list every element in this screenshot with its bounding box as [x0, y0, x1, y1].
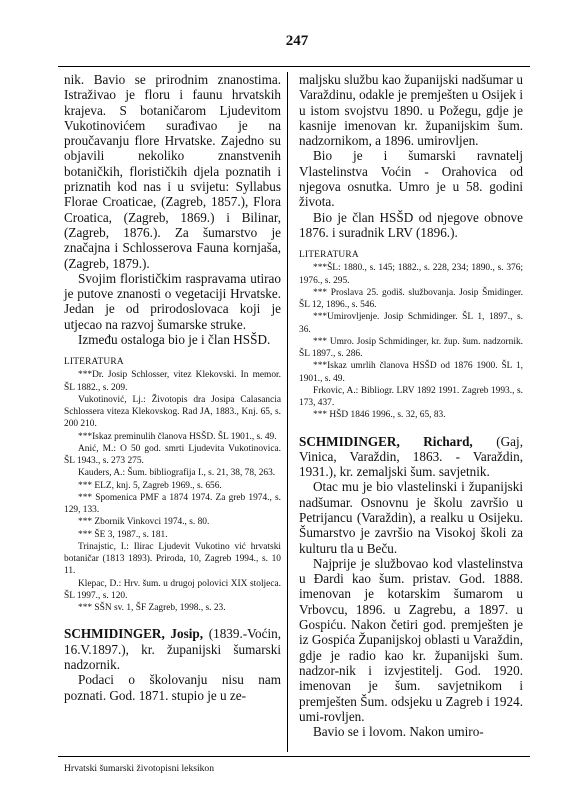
entry-header	[64, 626, 281, 672]
literature-item: ***ŠL: 1880., s. 145; 1882., s. 228, 234; 1890., s. 376; 1976., s. 295.	[299, 263, 523, 286]
literature-item: ***Iskaz preminulih članova HSŠD. ŠL 1901., s. 49.	[78, 431, 277, 442]
literature-item: Frkovic, A.: Bibliogr. LRV 1892 1991. Zagreb 1993., s. 173, 437.	[299, 385, 523, 409]
literature-item: Anić, M.: O 50 god. smrti Ljudevita Vukotinovica. ŠL 1943., s. 273 275.	[64, 443, 281, 467]
literature-item: *** Zbornik Vinkovci 1974., s. 80.	[78, 517, 210, 528]
footer-rule	[58, 756, 530, 757]
literature-heading: LITERATURA	[64, 357, 124, 368]
right-column	[299, 72, 523, 739]
entry-details: (Gaj, Vinica, Varaždin, 1863. - Varaždin, 1931.), kr. zemaljski šum. savjetnik.	[299, 433, 523, 480]
literature-item: Kauders, A.: Šum. bibliografija I., s. 21, 38, 78, 263.	[78, 468, 276, 479]
literature-item: *** ŠE 3, 1987., s. 181.	[78, 529, 168, 540]
literature-item: Klepac, D.: Hrv. šum. u drugoj polovici XIX stoljeca. ŠL 1997., s. 120.	[64, 578, 281, 601]
literature-item: ***Iskaz umrlih članova HSŠD od 1876 1900. ŠL 1, 1901., s. 49.	[299, 361, 523, 384]
literature-item: *** ELZ, knj. 5, Zagreb 1969., s. 656.	[78, 480, 222, 491]
body-paragraph: Bio je i šumarski ravnatelj Vlastelinstva Voćin - Orahovica od njegova osnutka. Umro je u 58. godini života.	[299, 148, 523, 210]
left-column	[64, 72, 281, 703]
literature-heading: LITERATURA	[299, 250, 359, 261]
literature-item: Trinajstic, I.: Ilirac Ljudevit Vukotino vić hrvatski botaničar (1813 1893). Priroda, 10, Zagreb 1994., s. 10 11.	[64, 541, 281, 577]
entry-header	[299, 434, 523, 480]
body-paragraph: maljsku službu kao županijski nadšumar u Varaždinu, odakle je premješten u Osijek i u istom svojstvu 1890. u Požegu, gdje je kasnije imenovan kr. županijskim šum. nadzornikom, a 1896. umirovljen.	[299, 72, 523, 149]
literature-item: ***Dr. Josip Schlosser, vitez Klekovski. In memor. ŠL 1882., s. 209.	[64, 370, 281, 393]
body-paragraph: Bio je član HSŠD od njegove obnove 1876. i suradnik LRV (1896.).	[299, 209, 523, 240]
body-paragraph: Svojim florističkim raspravama utirao je putove znanosti o vegetaciji Hrvatske. Jedan je od prirodoslovaca koji je utjecao na razvoj šumarske struke.	[64, 270, 281, 332]
page-number: 247	[285, 33, 309, 49]
literature-item: Vukotinović, Lj.: Životopis dra Josipa Calasancia Schlossera viteza Klekovskog. Rad JA, 1883., Knj. 65, s. 200 210.	[64, 394, 281, 430]
body-paragraph: Otac mu je bio vlastelinski i županijski nadšumar. Osnovnu je školu završio u Petrijancu (Varaždin), a realku u Osijeku. Šumarstvo je završio na Visokoj školi za kulturu tla u Beču.	[299, 479, 523, 556]
literature-item: ***Umirovljenje. Josip Schmidinger. ŠL 1, 1897., s. 36.	[299, 312, 523, 335]
body-paragraph: Bavio se i lovom. Nakon umiro-	[313, 724, 484, 740]
entry-details: (1839.-Voćin, 16.V.1897.), kr. županijski šumarski nadzornik.	[64, 626, 281, 672]
footer-text: Hrvatski šumarski životopisni leksikon	[64, 763, 215, 774]
body-paragraph: nik. Bavio se prirodnim znanostima. Istraživao je floru i faunu hrvatskih krajeva. S botaničarom Ljudevitom Vukotinovićem surađivao je na proučavanju flore Hrvatske. Zajedno su objavili nekoliko znanstvenih botaničkih, florističkih djela poznatih i priznatih kod nas i u svijetu: Syllabus Florae Croaticae, (Zagreb, 1857.), Flora Croatica, (Zagreb, 1869.) i Bilinar, (Zagreb, 1876.). Za šumarstvo je značajna i Schlosserova Fauna kornjaša, (Zagreb, 1879.).	[64, 72, 281, 271]
body-paragraph: Podaci o školovanju nisu nam poznati. God. 1871. stupio je u ze-	[64, 672, 281, 703]
column-divider	[287, 72, 288, 752]
literature-item: *** HŠD 1846 1996., s. 32, 65, 83.	[313, 410, 446, 421]
header-rule	[58, 66, 530, 67]
body-paragraph: Najprije je službovao kod vlastelinstva u Đardi kao šum. pristav. God. 1888. imenovan je kotarskim šumarom u Vrbovcu, 1896. u Zagrebu, a 1897. u Gospiću. Nakon četiri god. premješten je iz Gospića Županijskoj oblasti u Varaždin, gdje je radio kao kr. županijski šum. nadzor-nik i izvjestitelj. God. 1920. imenovan je šum. savjetnikom i premješten Šum. odsjeku u Zagreb i 1924. umi-rovljen.	[299, 555, 523, 724]
entry-name: SCHMIDINGER, Josip,	[64, 626, 204, 642]
literature-item: *** Umro. Josip Schmidinger, kr. žup. šum. nadzornik. ŠL 1897., s. 286.	[299, 336, 523, 360]
literature-item: *** Proslava 25. godiš. službovanja. Josip Šmidinger. ŠL 12, 1896., s. 546.	[299, 287, 523, 311]
body-paragraph: Između ostaloga bio je i član HSŠD.	[78, 332, 271, 348]
literature-item: *** SŠN sv. 1, ŠF Zagreb, 1998., s. 23.	[78, 603, 226, 614]
literature-item: *** Spomenica PMF a 1874 1974. Za greb 1974., s. 129, 133.	[64, 492, 281, 516]
entry-name: SCHMIDINGER, Richard,	[299, 433, 473, 449]
